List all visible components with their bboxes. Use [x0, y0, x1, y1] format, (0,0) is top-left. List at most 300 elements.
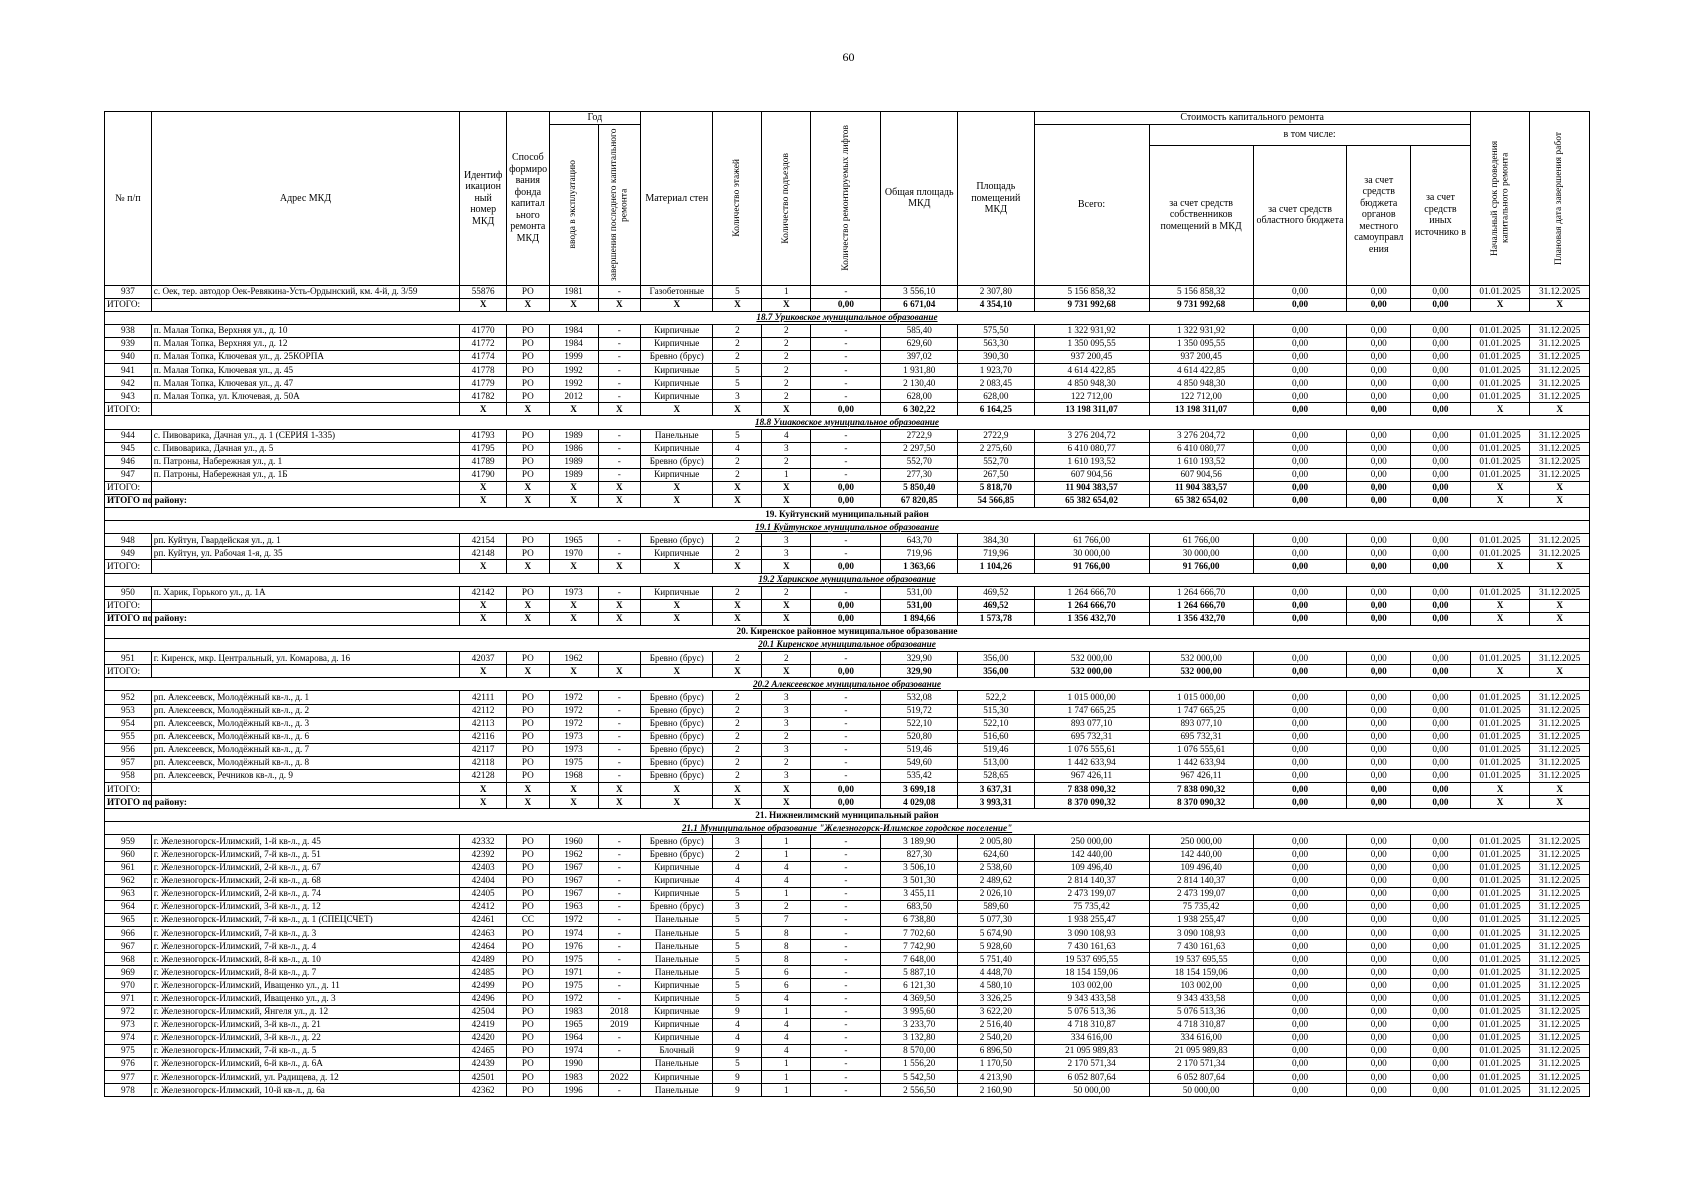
table-cell: 01.01.2025	[1470, 1005, 1530, 1018]
table-cell: РО	[507, 717, 550, 730]
subsection-header-row	[105, 521, 1590, 534]
table-cell: 329,90	[881, 665, 958, 678]
subsection-header-row	[105, 822, 1590, 835]
table-cell: X	[641, 298, 713, 311]
section-title: 19. Куйтунский муниципальный район	[105, 508, 1590, 521]
col-address: Адрес МКД	[151, 112, 459, 286]
table-cell: 0,00	[1411, 586, 1471, 599]
table-cell: 5	[713, 914, 762, 927]
table-cell: 01.01.2025	[1470, 377, 1530, 390]
table-cell: РО	[507, 285, 550, 298]
table-cell: 2 489,62	[958, 874, 1035, 887]
table-cell: 0,00	[1411, 979, 1471, 992]
table-cell: 109 496,40	[1149, 861, 1253, 874]
table-cell: 31.12.2025	[1530, 887, 1590, 900]
table-cell: 1 322 931,92	[1034, 324, 1149, 337]
table-cell: 0,00	[1347, 324, 1411, 337]
table-cell: 1 015 000,00	[1149, 691, 1253, 704]
table-cell: 0,00	[1253, 796, 1347, 809]
table-cell: 0,00	[811, 665, 881, 678]
table-cell: X	[641, 665, 713, 678]
table-cell: 0,00	[1347, 665, 1411, 678]
table-cell: с. Оек, тер. автодор Оек-Ревякина-Усть-Ордынский, км. 4-й, д. 3/59	[151, 285, 459, 298]
table-cell: 31.12.2025	[1530, 717, 1590, 730]
table-cell: 1 076 555,61	[1149, 743, 1253, 756]
table-cell: -	[811, 1005, 881, 1018]
table-cell: 42037	[460, 652, 507, 665]
table-cell: 937	[105, 285, 152, 298]
table-cell: 948	[105, 534, 152, 547]
table-cell: 1967	[549, 861, 598, 874]
table-row	[105, 390, 1590, 403]
section-title: 20. Киренское районное муниципальное образование	[105, 625, 1590, 638]
table-cell: 31.12.2025	[1530, 769, 1590, 782]
table-cell: РО	[507, 534, 550, 547]
table-row	[105, 534, 1590, 547]
table-cell: 2 170 571,34	[1149, 1058, 1253, 1071]
table-cell: 1965	[549, 534, 598, 547]
table-cell: X	[507, 665, 550, 678]
table-cell: 41779	[460, 377, 507, 390]
table-cell: 4 614 422,85	[1149, 364, 1253, 377]
table-cell: ИТОГО:	[105, 403, 152, 416]
table-cell: 3	[762, 547, 811, 560]
table-cell: X	[598, 481, 641, 494]
table-cell: 01.01.2025	[1470, 1018, 1530, 1031]
table-cell: -	[811, 861, 881, 874]
table-cell: Панельные	[641, 927, 713, 940]
table-cell	[151, 599, 459, 612]
table-cell: рп. Алексеевск, Молодёжный кв-л., д. 6	[151, 730, 459, 743]
table-cell: 1990	[549, 1058, 598, 1071]
table-cell: п. Патроны, Набережная ул., д. 1	[151, 455, 459, 468]
table-cell: 0,00	[1411, 612, 1471, 625]
table-cell: 967 426,11	[1149, 769, 1253, 782]
table-cell: 250 000,00	[1149, 835, 1253, 848]
table-cell: 397,02	[881, 350, 958, 363]
table-row	[105, 874, 1590, 887]
table-cell: -	[811, 324, 881, 337]
table-cell: рп. Алексеевск, Молодёжный кв-л., д. 2	[151, 704, 459, 717]
table-cell: 1 610 193,52	[1149, 455, 1253, 468]
table-cell: 329,90	[881, 652, 958, 665]
table-cell: 0,00	[1411, 337, 1471, 350]
table-cell: 6 302,22	[881, 403, 958, 416]
table-cell: X	[598, 612, 641, 625]
table-cell	[151, 481, 459, 494]
table-cell: 109 496,40	[1034, 861, 1149, 874]
table-cell: 3 506,10	[881, 861, 958, 874]
table-cell: 42392	[460, 848, 507, 861]
table-cell: РО	[507, 1044, 550, 1057]
table-cell: 1970	[549, 547, 598, 560]
table-cell: 552,70	[958, 455, 1035, 468]
table-cell: г. Железногорск-Илимский, 8-й кв-л., д. 10	[151, 953, 459, 966]
table-cell: 9 731 992,68	[1149, 298, 1253, 311]
table-cell: 0,00	[1253, 717, 1347, 730]
table-cell: 142 440,00	[1034, 848, 1149, 861]
table-cell: 0,00	[1347, 940, 1411, 953]
table-cell: ИТОГО:	[105, 783, 152, 796]
section-title: 19.2 Харикское муниципальное образование	[105, 573, 1590, 586]
subsection-header-row	[105, 678, 1590, 691]
table-row	[105, 927, 1590, 940]
table-cell: 61 766,00	[1149, 534, 1253, 547]
table-cell: 0,00	[1347, 442, 1411, 455]
table-cell: X	[598, 403, 641, 416]
table-cell: 563,30	[958, 337, 1035, 350]
table-cell: 0,00	[1253, 481, 1347, 494]
table-cell: г. Железногорск-Илимский, 3-й кв-л., д. 12	[151, 900, 459, 913]
table-cell: 42464	[460, 940, 507, 953]
table-cell: 0,00	[1347, 1058, 1411, 1071]
table-cell: 0,00	[1253, 547, 1347, 560]
table-cell: X	[460, 783, 507, 796]
table-cell: 31.12.2025	[1530, 324, 1590, 337]
table-cell: 5	[713, 992, 762, 1005]
table-cell: 0,00	[1411, 743, 1471, 756]
table-cell: 2	[762, 324, 811, 337]
table-cell: РО	[507, 861, 550, 874]
table-cell: 390,30	[958, 350, 1035, 363]
table-cell: 31.12.2025	[1530, 337, 1590, 350]
table-cell: 1989	[549, 429, 598, 442]
table-cell: 0,00	[1411, 756, 1471, 769]
table-cell: 1972	[549, 914, 598, 927]
table-cell	[151, 612, 459, 625]
table-cell: 528,65	[958, 769, 1035, 782]
col-cost-regional: за счет средств областного бюджета	[1253, 145, 1347, 285]
table-cell: 4 850 948,30	[1149, 377, 1253, 390]
table-cell: 3	[713, 390, 762, 403]
table-cell: Газобетонные	[641, 285, 713, 298]
table-row	[105, 953, 1590, 966]
table-cell: 0,00	[1411, 298, 1471, 311]
table-cell: 6	[762, 966, 811, 979]
table-cell: X	[460, 665, 507, 678]
table-cell: 1989	[549, 455, 598, 468]
table-cell: 0,00	[1347, 796, 1411, 809]
table-cell: -	[598, 1044, 641, 1057]
table-cell: 01.01.2025	[1470, 927, 1530, 940]
table-cell: рп. Алексеевск, Молодёжный кв-л., д. 8	[151, 756, 459, 769]
table-cell: -	[598, 927, 641, 940]
col-premises-area: Площадь помещений МКД	[958, 112, 1035, 286]
table-cell: 0,00	[1411, 364, 1471, 377]
table-cell: РО	[507, 900, 550, 913]
table-header	[105, 112, 1590, 286]
table-cell: 01.01.2025	[1470, 835, 1530, 848]
table-cell: 3	[713, 900, 762, 913]
table-cell: Кирпичные	[641, 874, 713, 887]
table-cell: 31.12.2025	[1530, 1084, 1590, 1097]
table-row	[105, 468, 1590, 481]
table-cell: 974	[105, 1031, 152, 1044]
table-cell: 7 838 090,32	[1034, 783, 1149, 796]
table-cell: п. Малая Топка, Верхняя ул., д. 10	[151, 324, 459, 337]
table-cell: г. Железногорск-Илимский, 7-й кв-л., д. 5	[151, 1044, 459, 1057]
table-cell: 0,00	[1347, 1005, 1411, 1018]
table-cell: Кирпичные	[641, 887, 713, 900]
table-cell: 01.01.2025	[1470, 390, 1530, 403]
subtotal-row	[105, 481, 1590, 494]
table-cell: рп. Куйтун, Гвардейская ул., д. 1	[151, 534, 459, 547]
table-cell: 7 838 090,32	[1149, 783, 1253, 796]
table-cell: ИТОГО по району:	[105, 612, 152, 625]
table-cell: 2	[713, 455, 762, 468]
table-row	[105, 442, 1590, 455]
table-cell: -	[598, 835, 641, 848]
table-cell: 1975	[549, 979, 598, 992]
table-cell: X	[1470, 560, 1530, 573]
table-cell: 978	[105, 1084, 152, 1097]
table-cell: 549,60	[881, 756, 958, 769]
table-cell: -	[598, 586, 641, 599]
table-cell: 0,00	[1347, 481, 1411, 494]
table-cell: 1999	[549, 350, 598, 363]
table-cell: 0,00	[1253, 324, 1347, 337]
table-cell: 31.12.2025	[1530, 861, 1590, 874]
table-cell: 0,00	[1253, 337, 1347, 350]
table-cell: 42504	[460, 1005, 507, 1018]
table-cell: 6 410 080,77	[1034, 442, 1149, 455]
table-cell: 31.12.2025	[1530, 927, 1590, 940]
table-cell: 9 343 433,58	[1034, 992, 1149, 1005]
table-cell: X	[641, 481, 713, 494]
table-cell: 3	[762, 534, 811, 547]
table-cell: 31.12.2025	[1530, 429, 1590, 442]
table-cell: 31.12.2025	[1530, 377, 1590, 390]
table-cell: РО	[507, 966, 550, 979]
table-cell: X	[713, 599, 762, 612]
table-cell: 0,00	[1347, 390, 1411, 403]
table-cell: 2	[762, 900, 811, 913]
table-cell: -	[811, 992, 881, 1005]
table-cell: Кирпичные	[641, 861, 713, 874]
table-cell: 3 622,20	[958, 1005, 1035, 1018]
table-cell: X	[549, 495, 598, 508]
table-cell: 1963	[549, 900, 598, 913]
table-cell: 2	[713, 337, 762, 350]
table-cell: 940	[105, 350, 152, 363]
table-cell: 01.01.2025	[1470, 874, 1530, 887]
table-cell: X	[762, 403, 811, 416]
table-cell: Кирпичные	[641, 337, 713, 350]
table-cell: X	[1530, 298, 1590, 311]
table-cell: 976	[105, 1058, 152, 1071]
table-cell: 41793	[460, 429, 507, 442]
table-cell: 31.12.2025	[1530, 756, 1590, 769]
table-cell: 0,00	[811, 783, 881, 796]
table-row	[105, 586, 1590, 599]
col-year-last-repair: завершения последнего капитального ремонта	[598, 124, 641, 285]
table-cell: 1 894,66	[881, 612, 958, 625]
table-cell: 4	[762, 861, 811, 874]
table-cell: 01.01.2025	[1470, 743, 1530, 756]
table-cell: 8 370 090,32	[1034, 796, 1149, 809]
table-cell: X	[1470, 612, 1530, 625]
table-cell: 973	[105, 1018, 152, 1031]
table-cell: Панельные	[641, 914, 713, 927]
table-cell: X	[713, 403, 762, 416]
table-cell: РО	[507, 324, 550, 337]
table-cell: X	[1530, 481, 1590, 494]
table-cell: 0,00	[1253, 1031, 1347, 1044]
table-row	[105, 285, 1590, 298]
col-cost-local: за счет средств бюджета органов местного самоуправл ения	[1347, 145, 1411, 285]
table-cell: 1 747 665,25	[1149, 704, 1253, 717]
table-cell: 2022	[598, 1071, 641, 1084]
section-title: 19.1 Куйтунское муниципальное образование	[105, 521, 1590, 534]
table-cell: 2	[713, 652, 762, 665]
district-total-row	[105, 612, 1590, 625]
table-cell: X	[713, 612, 762, 625]
table-cell: -	[598, 900, 641, 913]
table-cell: 0,00	[1347, 874, 1411, 887]
table-cell: 31.12.2025	[1530, 534, 1590, 547]
table-cell: -	[811, 285, 881, 298]
table-cell: 50 000,00	[1149, 1084, 1253, 1097]
table-cell: 0,00	[1347, 599, 1411, 612]
table-cell: -	[598, 455, 641, 468]
table-cell: 61 766,00	[1034, 534, 1149, 547]
table-cell: 31.12.2025	[1530, 914, 1590, 927]
table-cell: Блочный	[641, 1044, 713, 1057]
table-cell: 267,50	[958, 468, 1035, 481]
table-cell: 964	[105, 900, 152, 913]
table-cell: 0,00	[811, 796, 881, 809]
table-cell: 0,00	[1411, 874, 1471, 887]
table-cell: 2	[713, 350, 762, 363]
table-cell: 5	[713, 953, 762, 966]
table-cell: ИТОГО по району:	[105, 495, 152, 508]
table-cell: 585,40	[881, 324, 958, 337]
table-cell: 943	[105, 390, 152, 403]
table-cell: 2 473 199,07	[1034, 887, 1149, 900]
table-cell: -	[598, 350, 641, 363]
table-cell: 0,00	[1347, 547, 1411, 560]
table-cell: 5	[713, 887, 762, 900]
table-row	[105, 1071, 1590, 1084]
table-cell: 951	[105, 652, 152, 665]
table-cell: 1	[762, 1005, 811, 1018]
section-title: 21. Нижнеилимский муниципальный район	[105, 809, 1590, 822]
table-cell: Кирпичные	[641, 390, 713, 403]
section-title: 18.7 Уриковское муниципальное образование	[105, 311, 1590, 324]
section-title: 20.1 Киренское муниципальное образование	[105, 639, 1590, 652]
table-cell: п. Малая Топка, Верхняя ул., д. 12	[151, 337, 459, 350]
table-cell: 1960	[549, 835, 598, 848]
table-cell: 5 887,10	[881, 966, 958, 979]
table-cell: Кирпичные	[641, 1005, 713, 1018]
table-cell: 31.12.2025	[1530, 979, 1590, 992]
table-row	[105, 429, 1590, 442]
table-cell: X	[641, 495, 713, 508]
table-cell: 0,00	[1253, 350, 1347, 363]
table-cell: 0,00	[1411, 377, 1471, 390]
table-cell: 7 430 161,63	[1034, 940, 1149, 953]
table-cell: 2	[713, 691, 762, 704]
table-cell: 2 026,10	[958, 887, 1035, 900]
table-cell: X	[1470, 665, 1530, 678]
table-cell: 607 904,56	[1034, 468, 1149, 481]
table-cell: 42403	[460, 861, 507, 874]
district-total-row	[105, 495, 1590, 508]
table-cell: Кирпичные	[641, 1071, 713, 1084]
table-cell: 683,50	[881, 900, 958, 913]
table-cell: 2 005,80	[958, 835, 1035, 848]
table-cell: 0,00	[1253, 1071, 1347, 1084]
table-cell: -	[811, 743, 881, 756]
table-cell: -	[811, 390, 881, 403]
table-cell: Кирпичные	[641, 547, 713, 560]
table-cell: 2722,9	[881, 429, 958, 442]
table-cell: 0,00	[1347, 1044, 1411, 1057]
table-cell: 0,00	[1347, 350, 1411, 363]
table-cell: 4	[713, 1031, 762, 1044]
table-cell: Панельные	[641, 429, 713, 442]
table-cell: ИТОГО:	[105, 599, 152, 612]
table-cell: 5 156 858,32	[1034, 285, 1149, 298]
table-cell: 4 718 310,87	[1034, 1018, 1149, 1031]
table-cell: 6	[762, 979, 811, 992]
table-cell: 1989	[549, 468, 598, 481]
table-cell: 41795	[460, 442, 507, 455]
table-cell: 0,00	[1253, 743, 1347, 756]
table-cell: 938	[105, 324, 152, 337]
table-cell: 0,00	[1347, 429, 1411, 442]
table-cell: 6 410 080,77	[1149, 442, 1253, 455]
page-number: 60	[842, 50, 855, 64]
table-cell: -	[598, 940, 641, 953]
table-cell: 1962	[549, 848, 598, 861]
table-cell: 2 160,90	[958, 1084, 1035, 1097]
table-cell: -	[811, 940, 881, 953]
table-cell: РО	[507, 1005, 550, 1018]
table-cell: 1 610 193,52	[1034, 455, 1149, 468]
table-cell: РО	[507, 874, 550, 887]
table-cell: X	[549, 481, 598, 494]
table-cell: 0,00	[1347, 887, 1411, 900]
table-cell: -	[811, 887, 881, 900]
table-cell: -	[811, 442, 881, 455]
table-cell: 01.01.2025	[1470, 979, 1530, 992]
table-cell: -	[598, 874, 641, 887]
table-cell: 9	[713, 1044, 762, 1057]
table-cell: 0,00	[1411, 835, 1471, 848]
table-cell: РО	[507, 652, 550, 665]
table-cell: 1 923,70	[958, 364, 1035, 377]
table-cell: 5 542,50	[881, 1071, 958, 1084]
table-cell: Бревно (брус)	[641, 900, 713, 913]
table-cell: 0,00	[811, 403, 881, 416]
table-cell: X	[598, 796, 641, 809]
table-cell: 11 904 383,57	[1034, 481, 1149, 494]
table-cell: 1 170,50	[958, 1058, 1035, 1071]
table-cell: 0,00	[1253, 1018, 1347, 1031]
table-cell: 942	[105, 377, 152, 390]
table-cell: -	[811, 1044, 881, 1057]
table-cell: 955	[105, 730, 152, 743]
table-cell: X	[460, 560, 507, 573]
table-row	[105, 848, 1590, 861]
table-cell: ИТОГО:	[105, 665, 152, 678]
table-cell: 103 002,00	[1034, 979, 1149, 992]
table-cell: X	[549, 403, 598, 416]
col-cost-group: Стоимость капитального ремонта	[1034, 112, 1470, 125]
subsection-header-row	[105, 416, 1590, 429]
table-cell: 0,00	[1411, 285, 1471, 298]
